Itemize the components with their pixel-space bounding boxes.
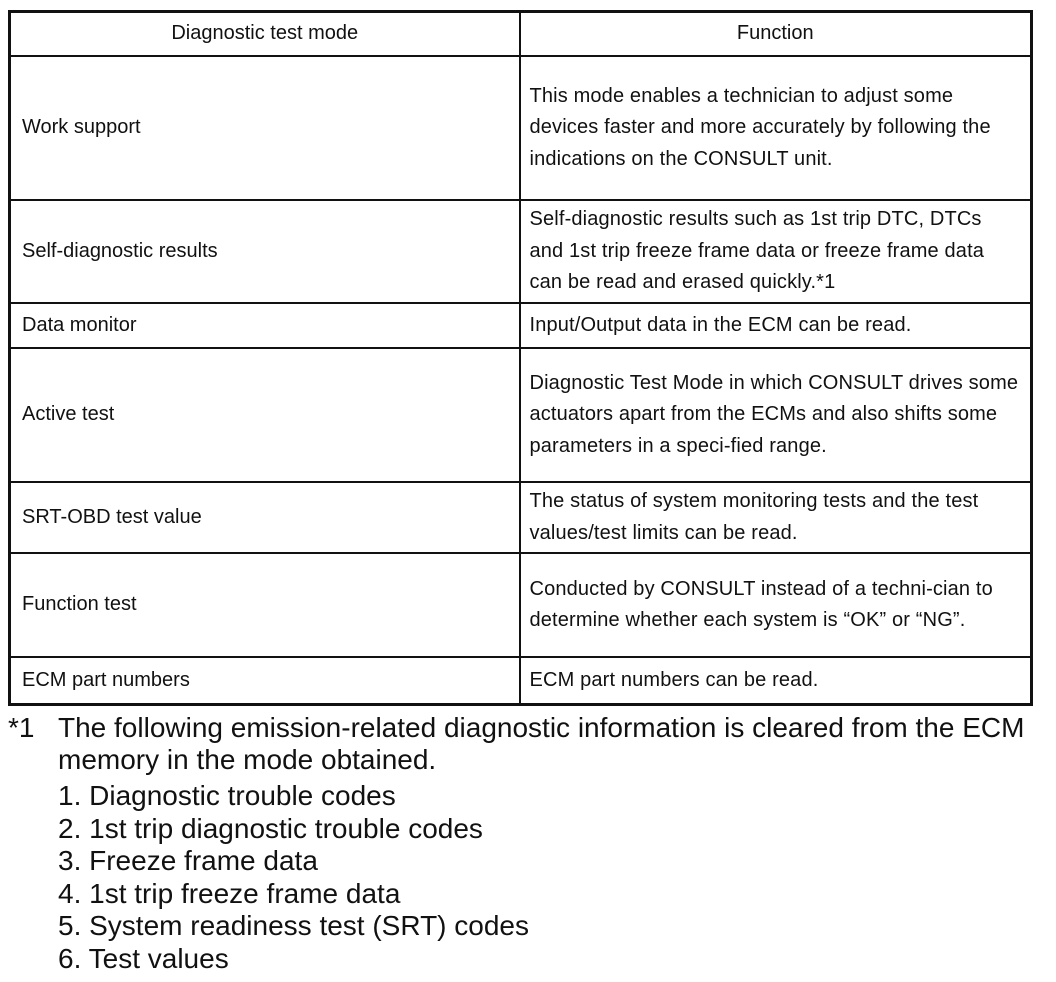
cleared-info-list bbox=[8, 780, 1048, 976]
table-header-row bbox=[10, 12, 1032, 57]
mode-cell: Data monitor bbox=[10, 303, 520, 348]
header-diagnostic-test-mode: Diagnostic test mode bbox=[10, 12, 520, 57]
function-cell: Input/Output data in the ECM can be read. bbox=[520, 303, 1032, 348]
table-row bbox=[10, 482, 1032, 553]
diagnostic-mode-table bbox=[8, 10, 1033, 706]
table-row bbox=[10, 56, 1032, 200]
function-cell: The status of system monitoring tests and the test values/test limits can be read. bbox=[520, 482, 1032, 553]
mode-cell: Self-diagnostic results bbox=[10, 200, 520, 303]
table-row bbox=[10, 657, 1032, 704]
mode-cell: ECM part numbers bbox=[10, 657, 520, 704]
mode-cell: Work support bbox=[10, 56, 520, 200]
function-cell: Conducted by CONSULT instead of a techni-cian to determine whether each system is “OK” or “NG”. bbox=[520, 553, 1032, 657]
table-row bbox=[10, 553, 1032, 657]
function-cell: This mode enables a technician to adjust some devices faster and more accurately by following the indications on the CONSULT unit. bbox=[520, 56, 1032, 200]
list-item: 6. Test values bbox=[58, 942, 229, 974]
header-function: Function bbox=[520, 12, 1032, 57]
list-item: 4. 1st trip freeze frame data bbox=[58, 877, 401, 909]
function-cell: Self-diagnostic results such as 1st trip DTC, DTCs and 1st trip freeze frame data or freeze frame data can be read and erased quickly.*1 bbox=[520, 200, 1032, 303]
footnote-heading bbox=[8, 712, 1048, 776]
function-cell: ECM part numbers can be read. bbox=[520, 657, 1032, 704]
function-cell: Diagnostic Test Mode in which CONSULT drives some actuators apart from the ECMs and also shifts some parameters in a speci-fied range. bbox=[520, 348, 1032, 482]
list-item: 5. System readiness test (SRT) codes bbox=[58, 910, 529, 942]
list-item: 1. Diagnostic trouble codes bbox=[58, 780, 396, 811]
list-item: 2. 1st trip diagnostic trouble codes bbox=[58, 812, 483, 844]
table-row bbox=[10, 200, 1032, 303]
table-row bbox=[10, 348, 1032, 482]
footnote bbox=[8, 712, 1048, 976]
table-row bbox=[10, 303, 1032, 348]
footnote-marker: *1 bbox=[8, 712, 35, 743]
mode-cell: Function test bbox=[10, 553, 520, 657]
mode-cell: SRT-OBD test value bbox=[10, 482, 520, 553]
mode-cell: Active test bbox=[10, 348, 520, 482]
list-item: 3. Freeze frame data bbox=[58, 845, 318, 877]
footnote-text: The following emission-related diagnostic information is cleared from the ECM memory in the mode obtained. bbox=[58, 712, 1025, 775]
